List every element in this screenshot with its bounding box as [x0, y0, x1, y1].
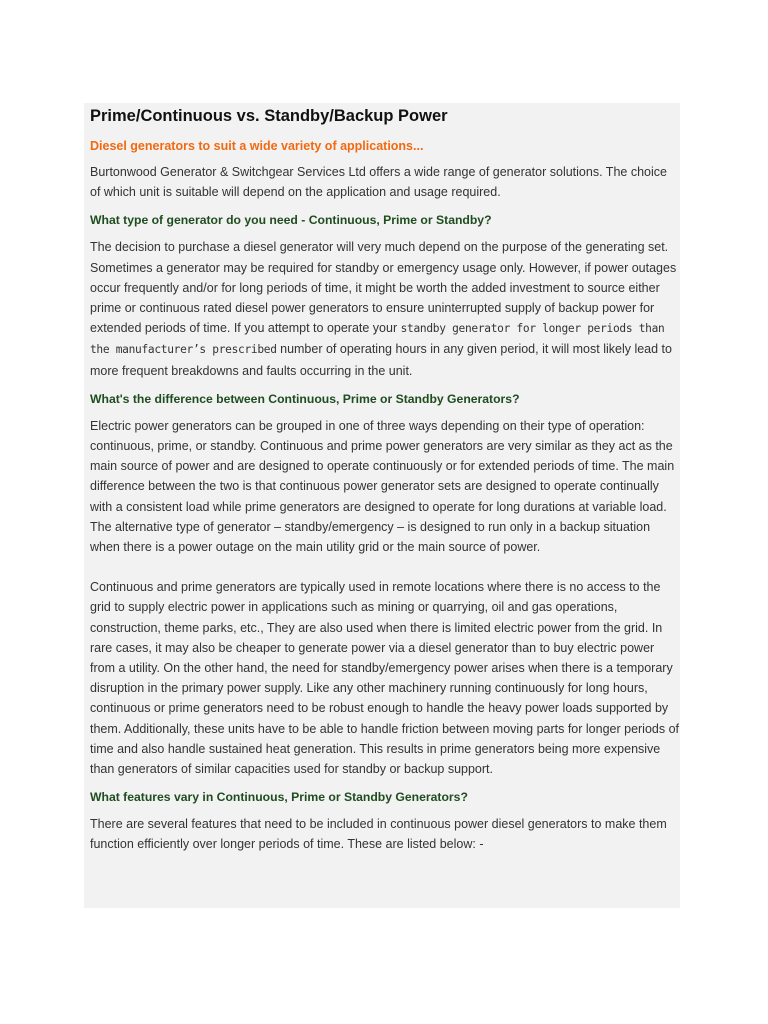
paragraph-features: There are several features that need to be included in continuous power diesel generators to make them function efficiently over longer periods of time. These are listed below: - — [90, 817, 667, 852]
paragraph-applications: Continuous and prime generators are typically used in remote locations where there is no access to the grid to supply electric power in applications such as mining or quarrying, oil and gas operations, construction, theme parks, etc., They are also used when there is limited electric power from the grid. In rare cases, it may also be cheaper to generate power via a diesel generator than to buy electric power from a utility. On the other hand, the need for standby/emergency power arises when there is a temporary disruption in the primary power supply. Like any other machinery running continuously for long hours, continuous or prime generators need to be robust enough to handle the heavy power loads supported by them. Additionally, these units have to be able to handle friction between moving parts for longer periods of time and also handle sustained heat generation. This results in prime generators being more expensive than generators of similar capacities used for standby or backup support. — [90, 580, 680, 777]
paragraph-purchase-decision — [90, 237, 680, 380]
paragraph-purchase-decision-mono: standby generator for longer periods than the manufacturer’s prescribed — [90, 322, 665, 357]
paragraph-purchase-decision-part-a: The decision to purchase a diesel generator will very much depend on the purpose of the generating set. Sometimes a generator may be required for standby or emergency usage only. However, if power outages occur frequently and/or for long periods of time, it might be worth the added investment to source either prime or continuous rated diesel power generators to ensure uninterrupted supply of backup power for extended periods of time. If you attempt to operate your — [90, 240, 677, 336]
intro-paragraph: Burtonwood Generator & Switchgear Services Ltd offers a wide range of generator solutions. The choice of which unit is suitable will depend on the application and usage required. — [90, 165, 667, 200]
tagline: Diesel generators to suit a wide variety of applications... — [90, 139, 424, 153]
paragraph-generator-types: Electric power generators can be grouped in one of three ways depending on their type of operation: continuous, prime, or standby. Continuous and prime power generators are very similar as they act as the main source of power and are designed to operate continuously or for extended periods of time. The main difference between the two is that continuous power generator sets are designed to operate continually with a consistent load while prime generators are designed to operate for long durations at variable load. The alternative type of generator – standby/emergency – is designed to run only in a backup situation when there is a power outage on the main utility grid or the main source of power. — [90, 418, 675, 555]
question-heading-features: What features vary in Continuous, Prime or Standby Generators? — [90, 790, 468, 805]
question-heading-type: What type of generator do you need - Continuous, Prime or Standby? — [90, 213, 492, 228]
page-title: Prime/Continuous vs. Standby/Backup Power — [90, 107, 448, 125]
paragraph-purchase-decision-part-b: number of operating hours in any given period, it will most likely lead to more frequent breakdowns and faults occurring in the unit. — [90, 342, 672, 378]
question-heading-difference: What's the difference between Continuous, Prime or Standby Generators? — [90, 391, 520, 406]
document-body — [84, 103, 680, 908]
